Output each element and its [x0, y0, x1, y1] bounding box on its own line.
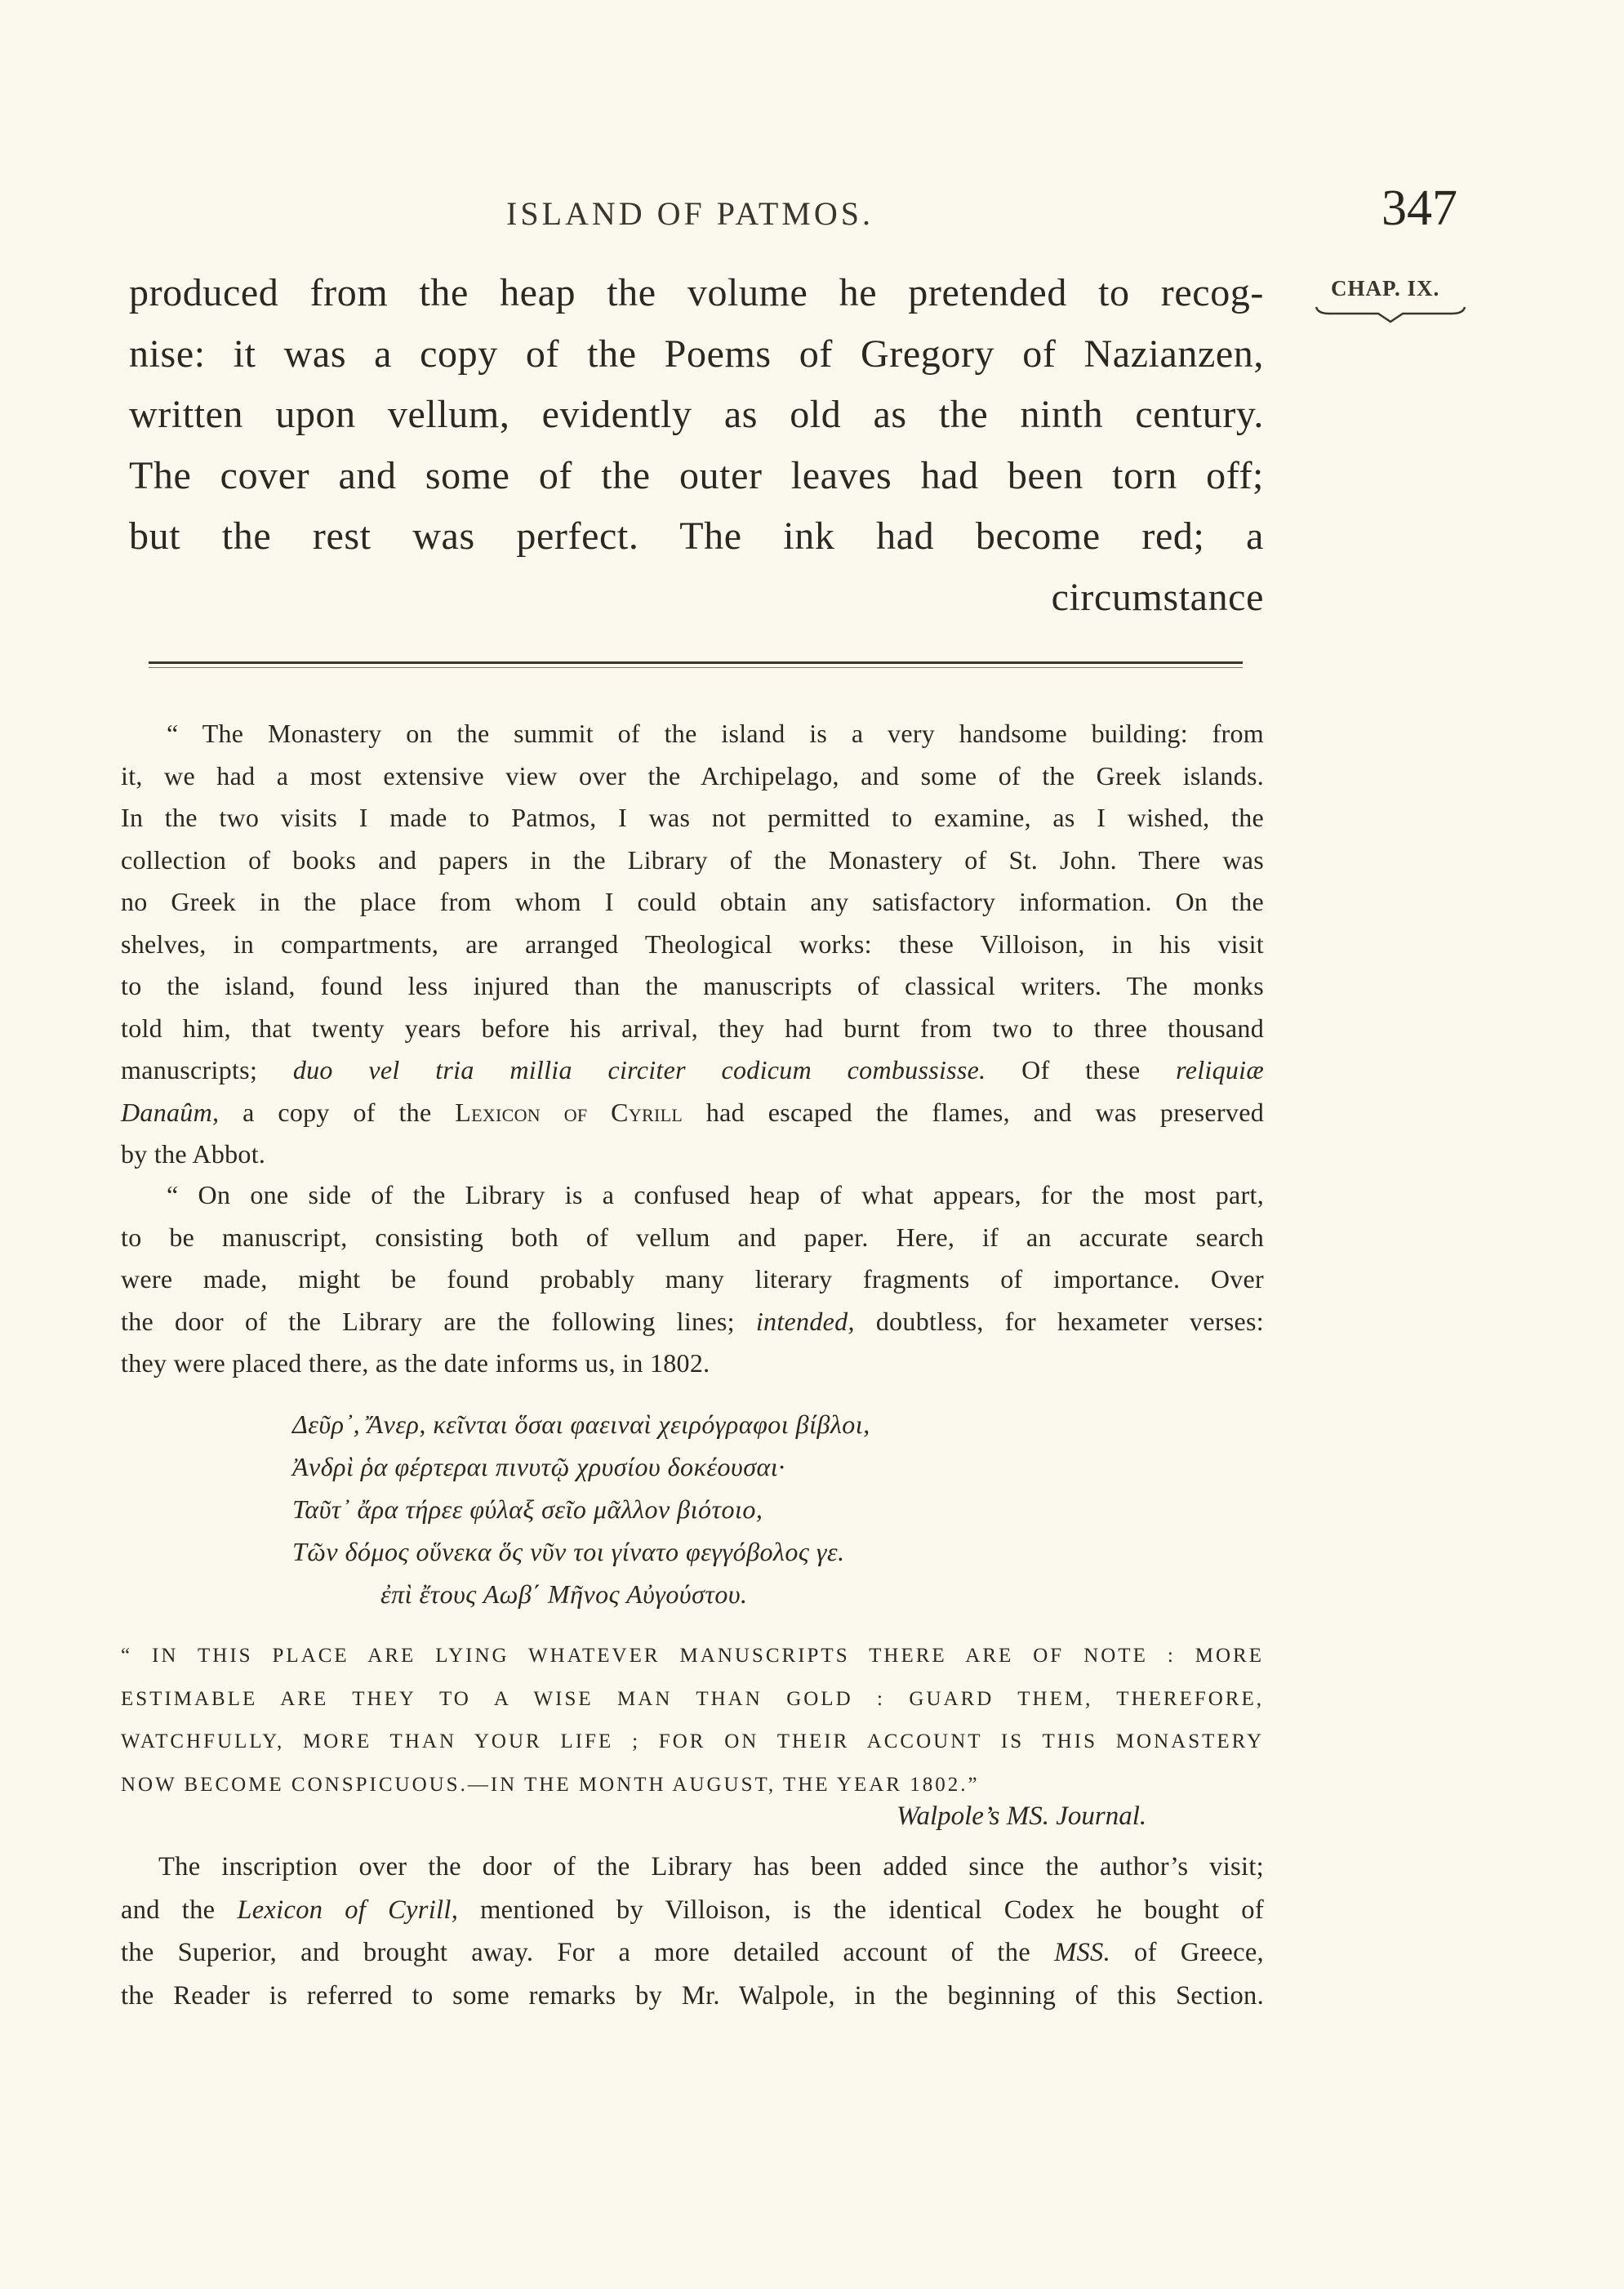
italic-word: intended, [755, 1306, 855, 1336]
closing-text: the Superior, and brought away. For a more detailed account of the [121, 1938, 1031, 1967]
greek-verse-line: Ταῦτ᾽ ἄρα τήρεε φύλαξ σεῖο μᾶλλον βιότοιο, [292, 1494, 763, 1524]
footnote-separator-thin [149, 667, 1243, 668]
greek-verse-line: Ἀνδρὶ ῥα φέρτεραι πινυτῷ χρυσίου δοκέουσαι· [292, 1452, 785, 1481]
latin-word: Danaûm, [121, 1097, 220, 1127]
latin-word: reliquiæ [1176, 1055, 1265, 1084]
footnote-text: a copy of the [242, 1097, 432, 1127]
closing-line: The inscription over the door of the Library has been added since the author’s visit; [158, 1852, 1264, 1882]
footnote-line: shelves, in compartments, are arranged Theological works: these Villoison, in his visit [121, 929, 1264, 959]
closing-line [121, 1889, 1264, 1932]
footnote-line: “ On one side of the Library is a confused heap of what appears, for the most part, [167, 1180, 1264, 1209]
main-text-line: nise: it was a copy of the Poems of Gregory of Nazianzen, [129, 332, 1264, 376]
closing-text: and the [121, 1895, 216, 1925]
lexicon-title-italic: Lexicon of Cyrill, [237, 1895, 459, 1925]
footnote-line: to be manuscript, consisting both of vellum and paper. Here, if an accurate search [121, 1222, 1264, 1252]
mss-abbrev: MSS. [1054, 1938, 1110, 1967]
translation-line: ESTIMABLE ARE THEY TO A WISE MAN THAN GOLD : GUARD THEM, THEREFORE, [121, 1687, 1264, 1710]
footnote-text: had escaped the flames, and was preserved [705, 1097, 1264, 1127]
greek-verse-line: Δεῦρ᾽, Ἄνερ, κεῖνται ὅσαι φαειναὶ χειρόγραφοι βίβλοι, [292, 1409, 870, 1439]
greek-inscription [292, 1403, 1190, 1615]
footnote-line: it, we had a most extensive view over the Archipelago, and some of the Greek islands. [121, 760, 1264, 790]
closing-note [121, 1846, 1264, 2017]
closing-text: of Greece, [1134, 1938, 1264, 1967]
translation-line: NOW BECOME CONSPICUOUS.—IN THE MONTH AUGUST, THE YEAR 1802.” [121, 1773, 980, 1796]
latin-quote: duo vel tria millia circiter codicum combussisse. [292, 1055, 986, 1084]
translation-line: WATCHFULLY, MORE THAN YOUR LIFE ; FOR ON THEIR ACCOUNT IS THIS MONASTERY [121, 1730, 1264, 1752]
main-text [129, 263, 1264, 628]
catchword: circumstance [1051, 575, 1264, 619]
footnote-line: “ The Monastery on the summit of the island is a very handsome building: from [167, 719, 1264, 748]
footnote-line: told him, that twenty years before his arrival, they had burnt from two to three thousand [121, 1013, 1264, 1043]
footnote-line: In the two visits I made to Patmos, I was not permitted to examine, as I wished, the [121, 803, 1264, 832]
footnote-line [121, 1301, 1264, 1343]
greek-verse-line: Τῶν δόμος οὕνεκα ὅς νῦν τοι γίνατο φεγγόβολος γε. [292, 1537, 845, 1566]
main-text-line: The cover and some of the outer leaves had been torn off; [129, 453, 1264, 497]
lexicon-title: Lexicon of Cyrill [455, 1097, 683, 1127]
inscription-translation [121, 1635, 1264, 1806]
greek-date-line: ἐπὶ ἔτους Αωβ΄ Μῆνος Αὐγούστου. [380, 1579, 748, 1609]
page-number: 347 [1382, 180, 1457, 236]
chapter-label: CHAP. IX. [1331, 276, 1440, 301]
closing-line: the Reader is referred to some remarks by Mr. Walpole, in the beginning of this Section. [121, 1980, 1264, 2011]
main-text-line: written upon vellum, evidently as old as the ninth century. [129, 393, 1264, 436]
main-text-line: produced from the heap the volume he pretended to recog- [129, 271, 1264, 314]
footnote-line: were made, might be found probably many literary fragments of importance. Over [121, 1264, 1264, 1294]
footnote-line [121, 1092, 1264, 1134]
footnote-line: no Greek in the place from whom I could obtain any satisfactory information. On the [121, 887, 1264, 916]
chapter-ornament-rule [1313, 304, 1468, 328]
closing-line [121, 1931, 1264, 1975]
main-text-line: but the rest was perfect. The ink had become red; a [129, 514, 1264, 558]
translation-line: “ IN THIS PLACE ARE LYING WHATEVER MANUSCRIPTS THERE ARE OF NOTE : MORE [121, 1645, 1264, 1667]
running-head: ISLAND OF PATMOS. [506, 195, 874, 232]
footnote-line: they were placed there, as the date informs us, in 1802. [121, 1348, 710, 1378]
footnote-text: doubtless, for hexameter verses: [875, 1306, 1264, 1336]
footnote-line: to the island, found less injured than the manuscripts of classical writers. The monks [121, 971, 1264, 1000]
footnote-separator [149, 661, 1243, 664]
footnote-text: manuscripts; [121, 1055, 258, 1084]
footnote-text: Of these [1021, 1055, 1141, 1084]
footnote-line [121, 1049, 1264, 1092]
source-attribution: Walpole’s MS. Journal. [897, 1801, 1147, 1831]
footnote-line: by the Abbot. [121, 1139, 266, 1169]
footnote-paragraph-2 [121, 1174, 1264, 1385]
closing-text: mentioned by Villoison, is the identical Codex he bought of [480, 1895, 1264, 1925]
footnote-paragraph-1 [121, 713, 1264, 1176]
footnote-text: the door of the Library are the following lines; [121, 1306, 735, 1336]
footnote-line: collection of books and papers in the Library of the Monastery of St. John. There was [121, 844, 1264, 875]
